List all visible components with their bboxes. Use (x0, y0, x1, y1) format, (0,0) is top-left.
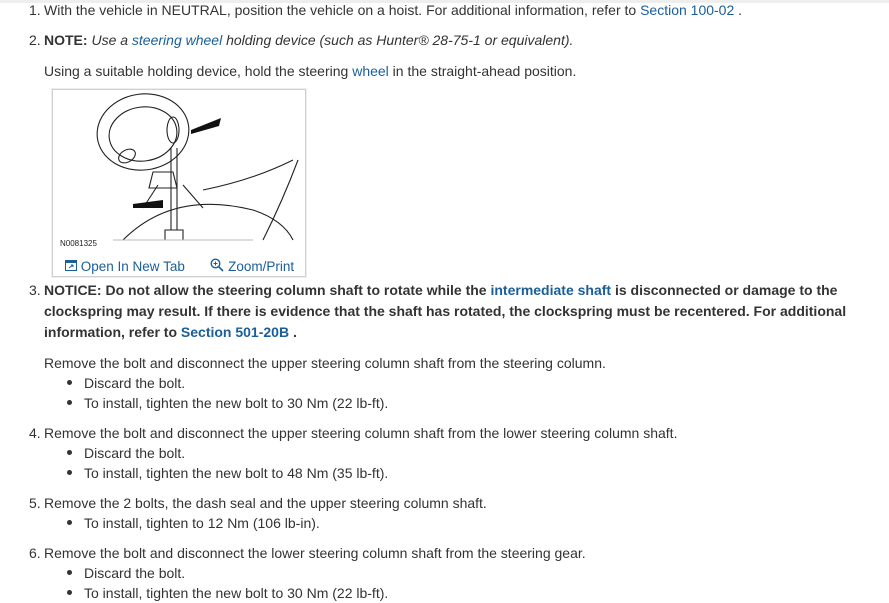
figure-steering-wheel-holder (52, 89, 306, 277)
step-number: 5. (29, 495, 41, 511)
figure-id-label: N0081325 (60, 239, 97, 248)
section-100-02-link[interactable]: Section 100-02 (640, 2, 735, 18)
step-text: Remove the 2 bolts, the dash seal and the upper steering column shaft. (44, 495, 487, 511)
list-item: Discard the bolt. (84, 375, 186, 391)
magnifier-zoom-icon (210, 258, 224, 275)
notice-line-2: clockspring may result. If there is evidence that the shaft has rotated, the clockspring must be recentered. For additional (44, 303, 847, 319)
step-number: 2. (29, 32, 41, 48)
notice-line-3: information, refer to Section 501-20B . (44, 324, 297, 340)
section-501-20b-link[interactable]: Section 501-20B (180, 324, 290, 340)
steering-wheel-illustration (53, 90, 305, 250)
step-text: Remove the bolt and disconnect the lower steering column shaft from the steering gear. (44, 545, 586, 561)
step-text: With the vehicle in NEUTRAL, position the vehicle on a hoist. For additional information, refer to Section 100-02 . (44, 2, 743, 18)
bullet-dot (67, 570, 72, 575)
bullet-dot (67, 470, 72, 475)
step-number: 3. (29, 282, 41, 298)
notice-line-1: NOTICE: Do not allow the steering column shaft to rotate while the intermediate shaft is disconnected or damage to the (44, 282, 838, 298)
intermediate-shaft-link[interactable]: intermediate shaft (490, 282, 612, 298)
bullet-dot (67, 590, 72, 595)
list-item: To install, tighten the new bolt to 30 Nm (22 lb-ft). (84, 395, 389, 411)
list-item: To install, tighten the new bolt to 30 Nm (22 lb-ft). (84, 585, 389, 601)
note-label: NOTE: (44, 32, 88, 48)
step-text: Remove the bolt and disconnect the upper steering column shaft from the steering column. (44, 355, 606, 371)
notice-label: NOTICE: (44, 282, 102, 298)
list-item: To install, tighten to 12 Nm (106 lb-in). (84, 515, 320, 531)
figure-actions (65, 258, 294, 275)
list-item: Discard the bolt. (84, 565, 186, 581)
bullet-dot (67, 450, 72, 455)
wheel-link[interactable]: wheel (352, 63, 389, 79)
list-item: Discard the bolt. (84, 445, 186, 461)
zoom-print-label: Zoom/Print (228, 259, 295, 274)
bullet-dot (67, 380, 72, 385)
step-text: Using a suitable holding device, hold the steering wheel in the straight-ahead position. (44, 63, 577, 79)
open-new-tab-icon (65, 259, 77, 274)
steering-wheel-link[interactable]: steering wheel (131, 32, 223, 48)
step-number: 6. (29, 545, 41, 561)
bullet-dot (67, 520, 72, 525)
bullet-dot (67, 400, 72, 405)
step-number: 4. (29, 425, 41, 441)
open-new-tab-button[interactable] (65, 259, 185, 275)
step-text: Remove the bolt and disconnect the upper steering column shaft from the lower steering column shaft. (44, 425, 678, 441)
open-new-tab-label: Open In New Tab (80, 259, 185, 275)
zoom-print-button[interactable] (210, 258, 294, 275)
step-note: NOTE: Use a steering wheel holding device (such as Hunter® 28-75-1 or equivalent). (44, 32, 574, 48)
list-item: To install, tighten the new bolt to 48 Nm (35 lb-ft). (84, 465, 389, 481)
step-number: 1. (29, 2, 41, 18)
